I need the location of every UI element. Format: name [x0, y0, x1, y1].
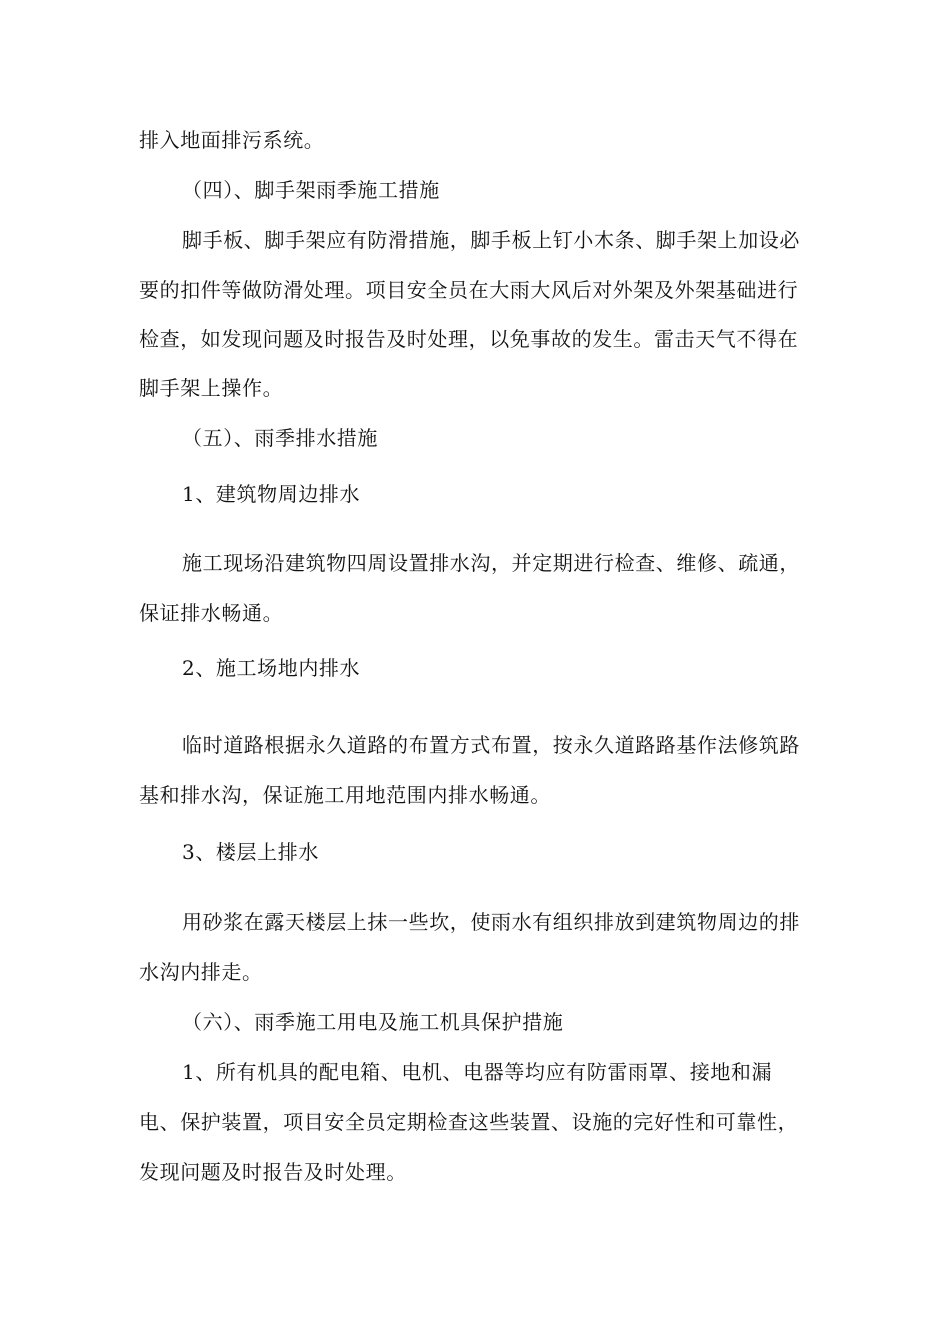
paragraph-line: 施工现场沿建筑物四周设置排水沟，并定期进行检查、维修、疏通，	[182, 551, 800, 575]
section-heading-5: （五）、雨季排水措施	[182, 426, 378, 450]
section-heading-6: （六）、雨季施工用电及施工机具保护措施	[182, 1010, 564, 1034]
paragraph-line: 脚手架上操作。	[139, 376, 284, 400]
paragraph-line: 电、保护装置，项目安全员定期检查这些装置、设施的完好性和可靠性，	[139, 1110, 799, 1134]
subheading-1: 1、建筑物周边排水	[182, 482, 361, 506]
paragraph-line: 临时道路根据永久道路的布置方式布置，按永久道路路基作法修筑路	[182, 733, 800, 757]
section-heading-4: （四）、脚手架雨季施工措施	[182, 178, 440, 202]
paragraph-line: 发现问题及时报告及时处理。	[139, 1160, 407, 1184]
paragraph-line: 要的扣件等做防滑处理。项目安全员在大雨大风后对外架及外架基础进行	[139, 278, 799, 302]
paragraph-line: 水沟内排走。	[139, 960, 263, 984]
subheading-3: 3、楼层上排水	[182, 840, 319, 864]
paragraph-line: 基和排水沟，保证施工用地范围内排水畅通。	[139, 783, 551, 807]
paragraph-line: 保证排水畅通。	[139, 601, 284, 625]
subheading-2: 2、施工场地内排水	[182, 656, 361, 680]
paragraph-line: 排入地面排污系统。	[139, 128, 325, 152]
paragraph-line: 1、所有机具的配电箱、电机、电器等均应有防雷雨罩、接地和漏	[182, 1060, 773, 1084]
paragraph-line: 检查，如发现问题及时报告及时处理，以免事故的发生。雷击天气不得在	[139, 327, 799, 351]
paragraph-line: 脚手板、脚手架应有防滑措施，脚手板上钉小木条、脚手架上加设必	[182, 228, 800, 252]
paragraph-line: 用砂浆在露天楼层上抹一些坎，使雨水有组织排放到建筑物周边的排	[182, 910, 800, 934]
